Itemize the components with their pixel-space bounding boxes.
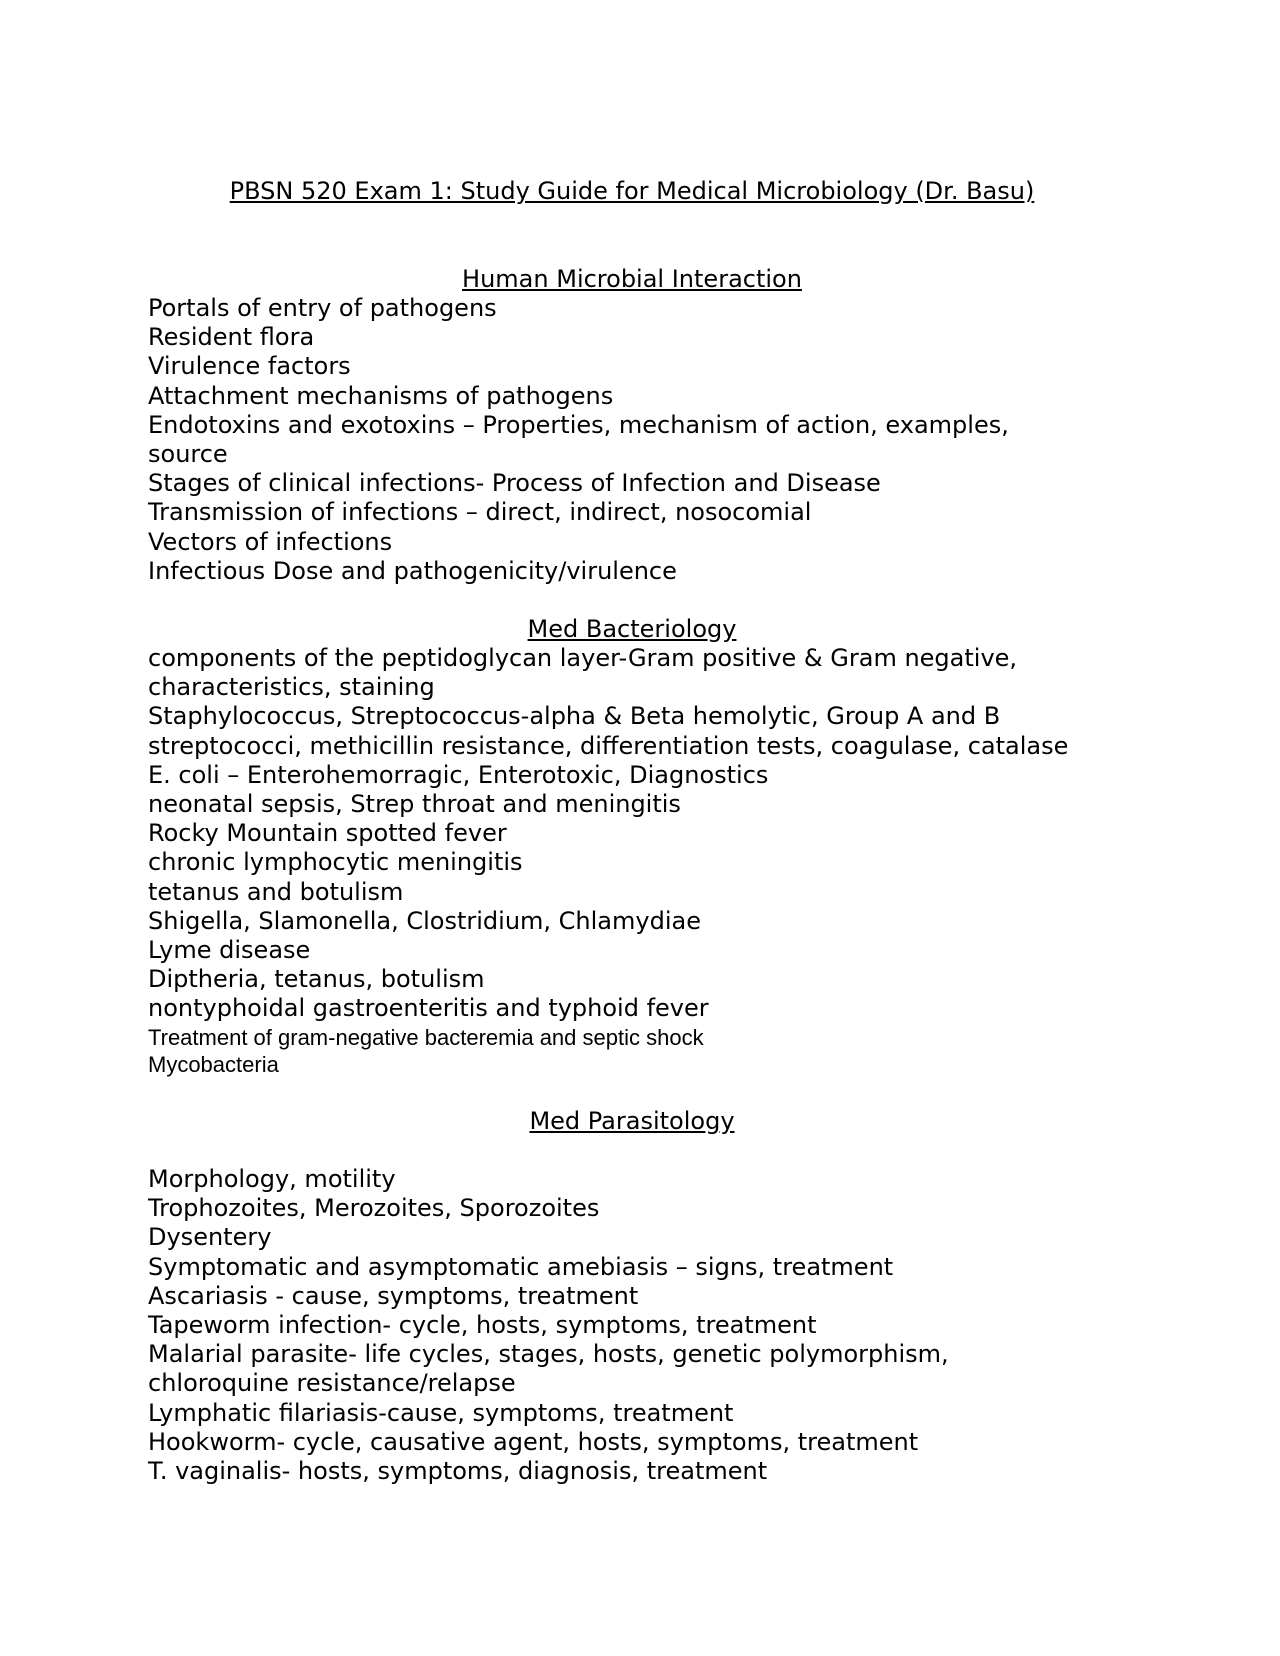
topic-line: Vectors of infections — [148, 527, 393, 556]
topic-line: Ascariasis - cause, symptoms, treatment — [148, 1281, 639, 1310]
topic-line: neonatal sepsis, Strep throat and meningitis — [148, 790, 681, 819]
topic-line: source — [148, 440, 228, 469]
topic-line: Rocky Mountain spotted fever — [148, 819, 507, 848]
topic-line: Virulence factors — [148, 352, 351, 381]
topic-line: Lyme disease — [148, 936, 311, 965]
topic-line: Symptomatic and asymptomatic amebiasis – signs, treatment — [148, 1252, 894, 1281]
topic-line: tetanus and botulism — [148, 877, 404, 906]
topic-line: Staphylococcus, Streptococcus-alpha & Beta hemolytic, Group A and B — [148, 702, 1001, 731]
topic-line: Attachment mechanisms of pathogens — [148, 381, 614, 410]
topic-line: characteristics, staining — [148, 673, 435, 702]
topic-line: Dysentery — [148, 1223, 272, 1252]
topic-list-med-parasitology — [148, 1165, 1268, 1486]
topic-line: Mycobacteria — [148, 1051, 279, 1077]
section-heading-med-parasitology: Med Parasitology — [529, 1107, 735, 1135]
topic-line: Portals of entry of pathogens — [148, 294, 497, 322]
document-title: PBSN 520 Exam 1: Study Guide for Medical Microbiology (Dr. Basu) — [229, 177, 1035, 205]
topic-line: Tapeworm infection- cycle, hosts, symptoms, treatment — [148, 1311, 817, 1340]
topic-line: chronic lymphocytic meningitis — [148, 848, 523, 877]
topic-list-med-bacteriology — [148, 644, 1268, 1078]
topic-line: Endotoxins and exotoxins – Properties, mechanism of action, examples, — [148, 410, 1009, 439]
topic-line: Transmission of infections – direct, indirect, nosocomial — [148, 498, 812, 527]
topic-line: E. coli – Enterohemorragic, Enterotoxic, Diagnostics — [148, 760, 769, 789]
topic-line: Trophozoites, Merozoites, Sporozoites — [148, 1194, 600, 1223]
topic-line: Diptheria, tetanus, botulism — [148, 965, 485, 994]
topic-line: T. vaginalis- hosts, symptoms, diagnosis, treatment — [148, 1457, 768, 1486]
topic-line: Hookworm- cycle, causative agent, hosts, symptoms, treatment — [148, 1427, 919, 1456]
topic-line: streptococci, methicillin resistance, differentiation tests, coagulase, catalase — [148, 731, 1069, 760]
topic-line: Shigella, Slamonella, Clostridium, Chlamydiae — [148, 906, 701, 935]
topic-line: Morphology, motility — [148, 1165, 396, 1193]
section-heading-med-bacteriology: Med Bacteriology — [527, 615, 737, 643]
topic-line: Malarial parasite- life cycles, stages, hosts, genetic polymorphism, — [148, 1340, 949, 1369]
topic-line: Infectious Dose and pathogenicity/virulence — [148, 556, 677, 585]
topic-list-human-microbial-interaction — [148, 294, 1268, 586]
topic-line: components of the peptidoglycan layer-Gram positive & Gram negative, — [148, 644, 1018, 672]
topic-line: Stages of clinical infections- Process of Infection and Disease — [148, 469, 881, 498]
section-heading-human-microbial-interaction: Human Microbial Interaction — [462, 265, 802, 293]
topic-line: Treatment of gram-negative bacteremia and septic shock — [148, 1024, 704, 1050]
topic-line: chloroquine resistance/relapse — [148, 1369, 516, 1398]
topic-line: Resident flora — [148, 323, 315, 352]
topic-line: Lymphatic filariasis-cause, symptoms, treatment — [148, 1398, 734, 1427]
topic-line: nontyphoidal gastroenteritis and typhoid fever — [148, 994, 709, 1023]
